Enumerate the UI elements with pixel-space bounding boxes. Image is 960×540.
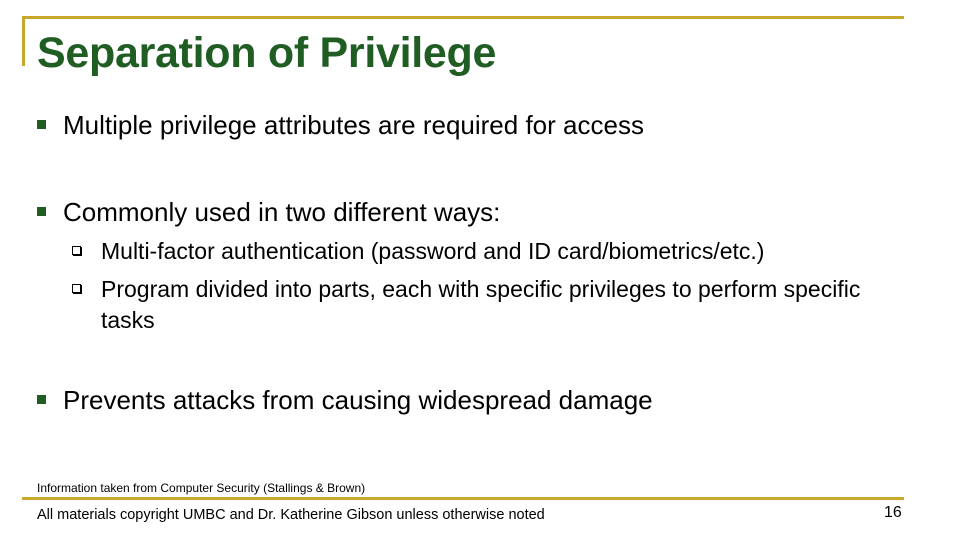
- bullet-item-2: [37, 197, 500, 228]
- square-bullet-icon: [37, 395, 46, 404]
- footer-copyright: All materials copyright UMBC and Dr. Katherine Gibson unless otherwise noted: [37, 507, 545, 523]
- bullet-item-1: [37, 110, 644, 141]
- slide-number: 16: [884, 504, 902, 521]
- sub-bullet-item-1: [72, 236, 881, 267]
- square-bullet-icon: [37, 120, 46, 129]
- bullet-item-3: [37, 385, 653, 416]
- hollow-square-bullet-icon: [72, 284, 81, 293]
- bullet-text: Prevents attacks from causing widespread damage: [63, 385, 653, 415]
- footer-rule: [22, 497, 904, 500]
- sub-bullet-text: Program divided into parts, each with specific privileges to perform specific tasks: [101, 276, 861, 333]
- title-frame-top-rule: [22, 16, 904, 19]
- sub-bullet-text: Multi-factor authentication (password and ID card/biometrics/etc.): [101, 238, 765, 264]
- sub-bullet-item-2: [72, 274, 881, 336]
- hollow-square-bullet-icon: [72, 246, 81, 255]
- square-bullet-icon: [37, 207, 46, 216]
- bullet-text: Multiple privilege attributes are required for access: [63, 110, 644, 140]
- bullet-text: Commonly used in two different ways:: [63, 197, 501, 227]
- source-note: Information taken from Computer Security (Stallings & Brown): [37, 481, 366, 495]
- slide-title: Separation of Privilege: [37, 29, 497, 77]
- title-frame-left-rule: [22, 16, 25, 66]
